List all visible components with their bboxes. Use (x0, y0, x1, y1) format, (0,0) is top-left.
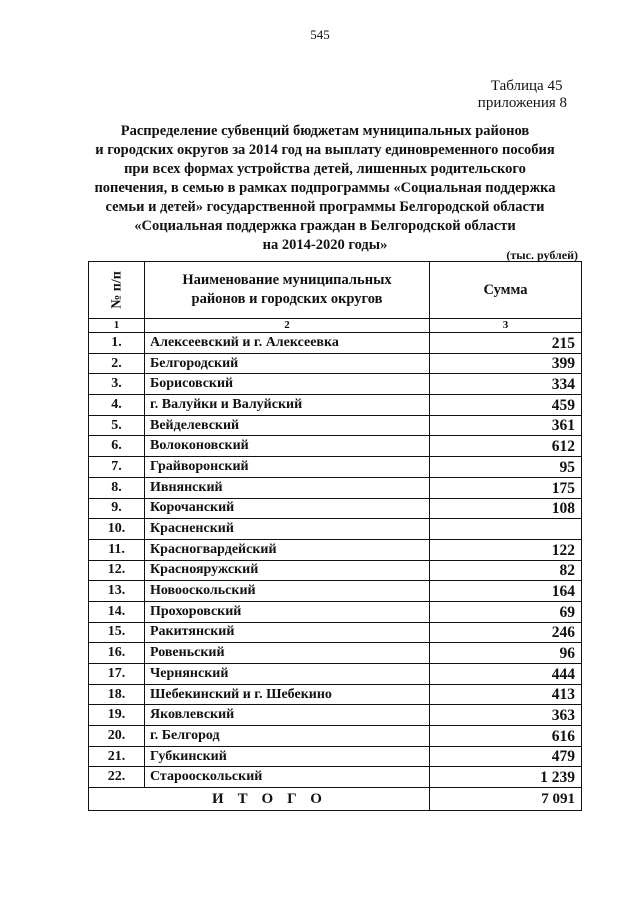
row-district-name: Грайворонский (145, 457, 430, 478)
row-sum: 616 (430, 726, 582, 747)
row-sum: 444 (430, 664, 582, 685)
row-district-name: Красногвардейский (145, 539, 430, 560)
header-number-label: № п/п (109, 271, 124, 309)
table-body (89, 333, 582, 788)
row-district-name: Шебекинский и г. Шебекино (145, 684, 430, 705)
total-sum: 7 091 (430, 788, 582, 811)
units-note: (тыс. рублей) (506, 248, 578, 262)
row-number: 15. (89, 622, 145, 643)
row-district-name: Борисовский (145, 374, 430, 395)
table-row (89, 622, 582, 643)
row-sum: 246 (430, 622, 582, 643)
row-sum: 334 (430, 374, 582, 395)
row-district-name: г. Валуйки и Валуйский (145, 395, 430, 416)
row-sum: 122 (430, 539, 582, 560)
row-sum: 1 239 (430, 767, 582, 788)
header-number (89, 262, 145, 319)
row-district-name: Краснояружский (145, 560, 430, 581)
table-row (89, 664, 582, 685)
table-row (89, 726, 582, 747)
row-number: 17. (89, 664, 145, 685)
header-name (145, 262, 430, 319)
table-reference-line1: Таблица 45 (490, 78, 563, 94)
table-row (89, 581, 582, 602)
row-sum: 175 (430, 477, 582, 498)
total-row (89, 788, 582, 811)
table-row (89, 353, 582, 374)
table-row (89, 601, 582, 622)
table-reference (478, 78, 567, 112)
document-title (60, 122, 590, 255)
table-row (89, 415, 582, 436)
table-row (89, 705, 582, 726)
column-number: 2 (145, 319, 430, 333)
table-row (89, 457, 582, 478)
page-number: 545 (310, 27, 330, 42)
row-sum (430, 519, 582, 540)
table-row (89, 436, 582, 457)
row-sum: 413 (430, 684, 582, 705)
title-line: Распределение субвенций бюджетам муниципальных районов (120, 123, 530, 139)
row-sum: 82 (430, 560, 582, 581)
row-sum: 612 (430, 436, 582, 457)
row-district-name: Корочанский (145, 498, 430, 519)
row-number: 5. (89, 415, 145, 436)
column-numbers-row (89, 319, 582, 333)
table-row (89, 477, 582, 498)
column-number: 1 (89, 319, 145, 333)
table-row (89, 684, 582, 705)
row-district-name: Волоконовский (145, 436, 430, 457)
row-district-name: Прохоровский (145, 601, 430, 622)
row-sum: 479 (430, 746, 582, 767)
row-number: 18. (89, 684, 145, 705)
title-line: попечения, в семью в рамках подпрограммы «Социальная поддержка (94, 180, 556, 196)
table-row (89, 560, 582, 581)
subsidy-table (88, 261, 582, 811)
row-number: 8. (89, 477, 145, 498)
row-number: 10. (89, 519, 145, 540)
row-number: 16. (89, 643, 145, 664)
table-row (89, 498, 582, 519)
title-line: семьи и детей» государственной программы Белгородской области (105, 199, 545, 215)
row-sum: 361 (430, 415, 582, 436)
row-number: 21. (89, 746, 145, 767)
row-district-name: Вейделевский (145, 415, 430, 436)
title-line: «Социальная поддержка граждан в Белгородской области (134, 218, 516, 234)
row-sum: 69 (430, 601, 582, 622)
row-number: 12. (89, 560, 145, 581)
table-row (89, 539, 582, 560)
row-district-name: Новооскольский (145, 581, 430, 602)
row-sum: 363 (430, 705, 582, 726)
row-district-name: Белгородский (145, 353, 430, 374)
total-label: ИТОГО (89, 788, 430, 811)
row-number: 1. (89, 333, 145, 354)
row-district-name: Красненский (145, 519, 430, 540)
header-name-line1: Наименование муниципальных (182, 272, 392, 288)
table-row (89, 643, 582, 664)
row-number: 7. (89, 457, 145, 478)
table-row (89, 333, 582, 354)
row-number: 22. (89, 767, 145, 788)
row-sum: 399 (430, 353, 582, 374)
row-district-name: Ивнянский (145, 477, 430, 498)
table-row (89, 395, 582, 416)
row-sum: 215 (430, 333, 582, 354)
row-district-name: Старооскольский (145, 767, 430, 788)
row-number: 20. (89, 726, 145, 747)
row-number: 4. (89, 395, 145, 416)
row-sum: 164 (430, 581, 582, 602)
title-line: и городских округов за 2014 год на выплату единовременного пособия (95, 142, 555, 158)
row-district-name: Алексеевский и г. Алексеевка (145, 333, 430, 354)
header-name-line2: районов и городских округов (191, 291, 383, 307)
row-district-name: Чернянский (145, 664, 430, 685)
row-number: 2. (89, 353, 145, 374)
row-district-name: г. Белгород (145, 726, 430, 747)
row-number: 6. (89, 436, 145, 457)
table-row (89, 767, 582, 788)
row-sum: 108 (430, 498, 582, 519)
table-header-row (89, 262, 582, 319)
table-row (89, 746, 582, 767)
row-district-name: Ровеньский (145, 643, 430, 664)
row-number: 19. (89, 705, 145, 726)
row-number: 11. (89, 539, 145, 560)
header-sum: Сумма (430, 262, 582, 319)
table-row (89, 374, 582, 395)
column-number: 3 (430, 319, 582, 333)
title-line: на 2014-2020 годы» (262, 237, 388, 253)
table-row (89, 519, 582, 540)
row-number: 9. (89, 498, 145, 519)
row-number: 13. (89, 581, 145, 602)
row-district-name: Яковлевский (145, 705, 430, 726)
row-sum: 459 (430, 395, 582, 416)
row-number: 3. (89, 374, 145, 395)
row-sum: 95 (430, 457, 582, 478)
row-number: 14. (89, 601, 145, 622)
row-district-name: Губкинский (145, 746, 430, 767)
row-sum: 96 (430, 643, 582, 664)
row-district-name: Ракитянский (145, 622, 430, 643)
table-reference-line2: приложения 8 (477, 95, 567, 111)
title-line: при всех формах устройства детей, лишенных родительского (124, 161, 526, 177)
